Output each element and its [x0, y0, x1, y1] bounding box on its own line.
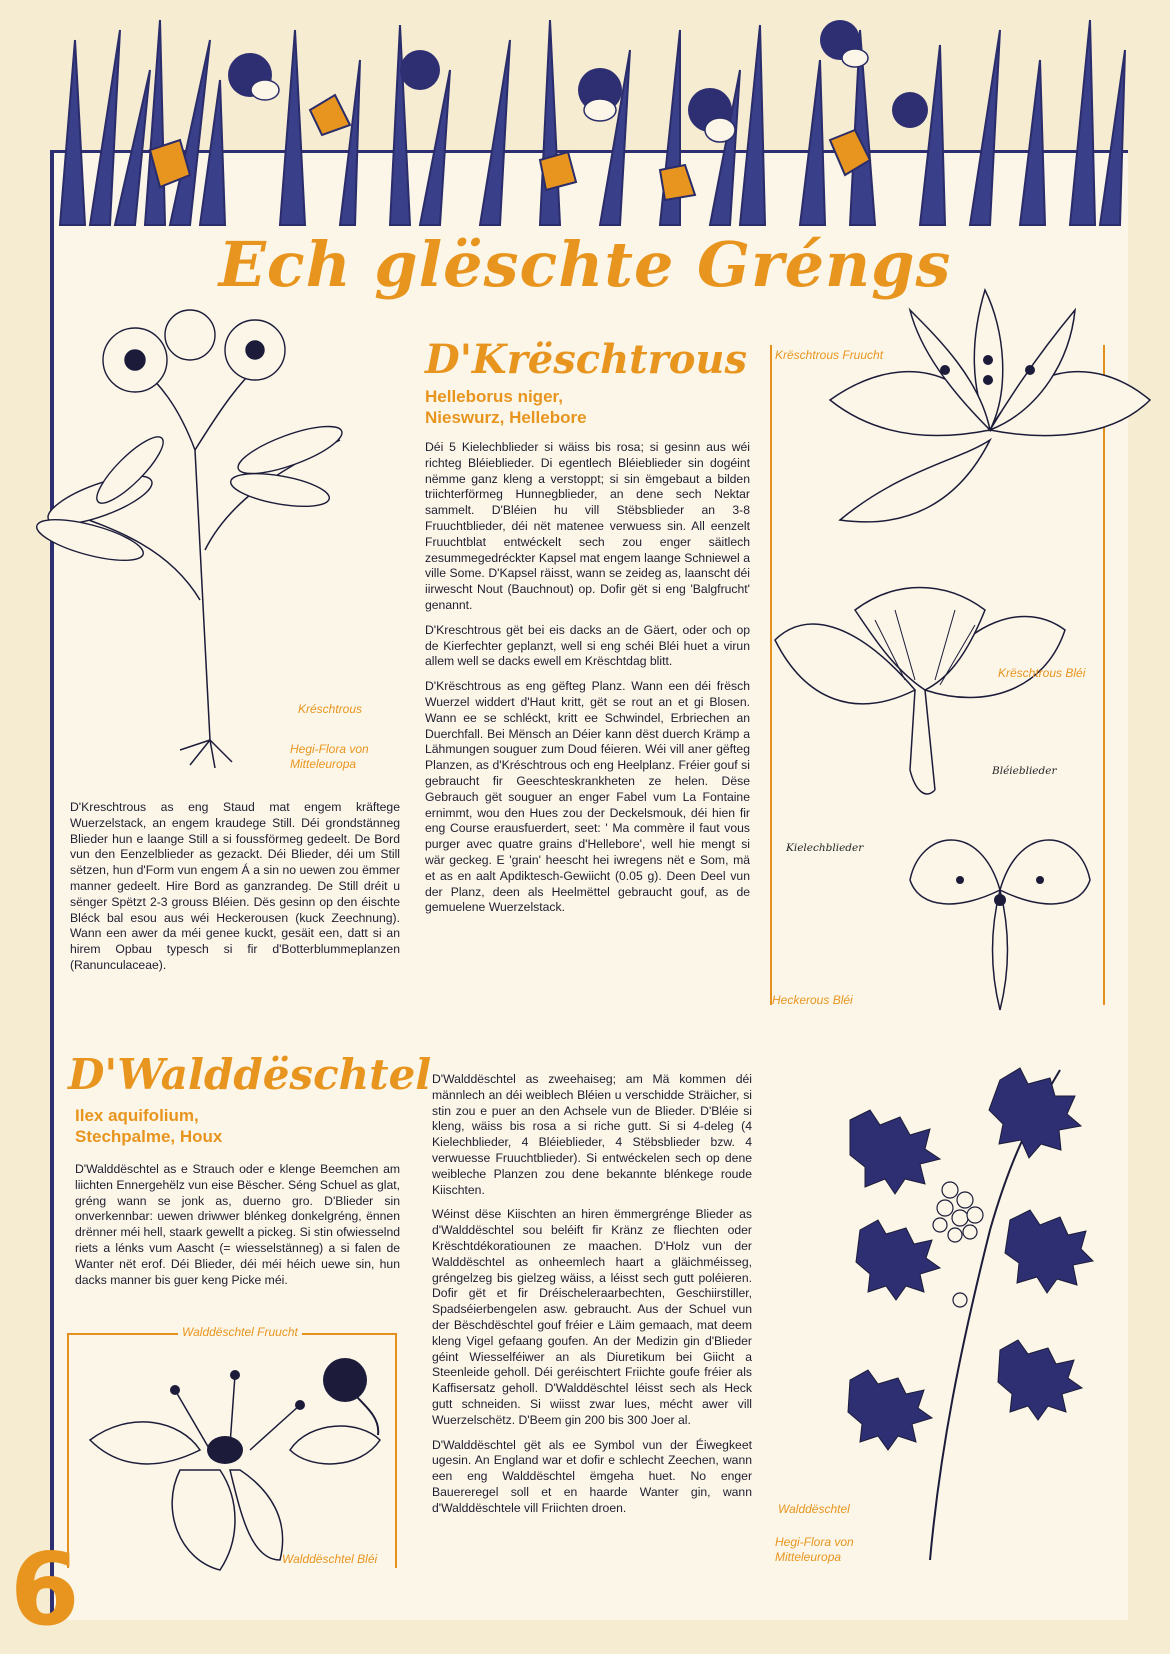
caption-petals: Bléieblieder	[992, 765, 1057, 777]
caption-walddeschtel-fruit: Walddëschtel Fruucht	[178, 1325, 302, 1339]
walddeschtel-latin-line1: Ilex aquifolium,	[75, 1106, 199, 1125]
caption-walddeschtel-bloom: Walddëschtel Bléi	[282, 1552, 378, 1566]
caption-heckerous-bloom: Heckerous Bléi	[772, 993, 853, 1007]
walddeschtel-right-text	[432, 1072, 752, 1526]
kreschtrous-paragraph-3: D'Krëschtrous as eng gëfteg Planz. Wann een déi frësch Wuerzel widdert d'Haut kritt, gët se rout an et gi Blosen. Wann ee se schléckt, kritt ee Schwindel, Erbriechen an Duerchfall. Bei Mënsch an Déier kann dëst duerch Krämp a Lähmungen souguer zum Doud féieren. Wéi vill aner gëfteg Planzen, as d'Kréschtrous och eng Heelplanz. Fréier gouf si gebraucht fir Geeschteskrankheten ze helen. Dëse Gebrauch gët souguer an enger Fabel vum La Fontaine ernimmt, wou den Hues zou der Deckelsmouk, déi hien fir eng Course erausfuerdert, seet: ' Ma commère il faut vous purger avec quatre grains d'Hellebore', well hie mengt si wär geckeg. E 'grain' heescht hei iwregens nët e Som, mä et as en aalt Apdiktesch-Gewiicht (0.05 g). Deen Deel vun der Planz, deen als Heelmëttel gebraucht gouf, as de gemuelene Wuerzelstack.	[425, 679, 750, 915]
kreschtrous-latin-name	[425, 386, 587, 428]
walddeschtel-paragraph-2: Wéinst dëse Kiischten an hiren ëmmergrénge Blieder as d'Walddëschtel sou beléift fir Kränz ze fliechten oder Krëschtdékoratiounen ze maachen. D'Holz vun der Walddëschtel as onheemlech haart a gläichméisseg, gréngelzeg bis gielzeg wäiss, a léisst sech gutt poléieren. Dofir gët et fir Dréischeleraarbechten, Geschiirstiller, Spadséierbengelen asw. gebraucht. Aus der Schuel vun der Bëschdëschtel gouf fréier e Läim gemaach, mat deem kleng Vigel gefaang goufen. An der Medizin gin d'Blieder géint Wiesselféiwer an als Diuretikum bei Giicht a Steenleide geholl. Déi geréischtert Friichte goufe fréier als Kaffisersatz geholl. D'Walddëschtel léisst sech als Heck gutt schneiden. Si wiisst zwar lues, mécht awer vill Wuerzelschëtz. D'Beem gin 200 bis 300 Joer al.	[432, 1207, 752, 1427]
walddeschtel-paragraph-1: D'Walddëschtel as zweehaiseg; am Mä kommen déi männlech an déi weiblech Bléien u verschidde Sträicher, si stin zou e puer an den Achsele vun de Blieder. D'Bléie si kleng, wäiss bis rosa a si riche gutt. Si si 4-deleg (4 Kielechblieder, 4 Bléieblieder, 4 Stëbsblieder bzw. 4 verwuesse Fruuchtblieder). Si entwéckelen sech op dene weibleche Planzen zou dene bekannte blénkege roude Kiischten.	[432, 1072, 752, 1197]
walddeschtel-heading: D'Walddëschtel	[68, 1050, 432, 1099]
caption-kreschtrous-bloom: Krëschtrous Bléi	[998, 666, 1086, 680]
holly-flower-illustration	[80, 1350, 400, 1580]
walddeschtel-latin-name	[75, 1105, 222, 1147]
dog-rose-bloom-illustration	[900, 820, 1100, 1060]
kreschtrous-paragraph-2: D'Kreschtrous gët bei eis dacks an de Gäert, oder och op de Kierfechter geplanzt, well si eng schéi Bléi huet a virun allem well se dacks ewell em Krëschtdag blitt.	[425, 622, 750, 669]
caption-kreschtrous-source: Hegi-Flora von Mitteleuropa	[290, 742, 369, 771]
caption-walddeschtel-source: Hegi-Flora von Mitteleuropa	[775, 1535, 854, 1564]
grass-header-illustration	[40, 0, 1140, 230]
christmas-rose-plant-illustration	[20, 300, 380, 770]
caption-sepals: Kielechblieder	[786, 842, 864, 854]
caption-kreschtrous-plant: Kréschtrous	[298, 702, 363, 716]
holly-branch-illustration	[820, 1050, 1140, 1570]
walddeschtel-latin-line2: Stechpalme, Houx	[75, 1127, 223, 1146]
kreschtrous-left-text: D'Kreschtrous as eng Staud mat engem kräftege Wuerzelstack, an engem kraudege Still. Déi grondstänneg Blieder hun e laange Still a si foussförmeg gedeelt. De Bord vun den Eenzelblieder as gezackt. Déi Blieder, déi um Still sëtzen, hun d'Form vun engem Á a sin no uewen zou ëmmer manner gedeelt. Hire Bord as ganzrandeg. De Still dréit u sënger Spëtzt 2-3 grouss Bléien. Dës gesinn op den éischte Bléck bal esou aus wéi Heckerousen (kuck Zeechnung). Wann een awer da méi genee kuckt, gesäit een, datt si an hirem Opbau typesch si fir d'Botterblummeplanzen (Ranunculaceae).	[70, 800, 400, 972]
christmas-rose-bloom-section-illustration	[765, 580, 1095, 820]
christmas-rose-fruit-illustration	[820, 270, 1160, 550]
kreschtrous-latin-line2: Nieswurz, Hellebore	[425, 408, 587, 427]
page-number: 6	[10, 1531, 80, 1648]
caption-kreschtrous-fruit: Krëschtrous Fruucht	[775, 348, 884, 362]
kreschtrous-paragraph-1: Déi 5 Kielechblieder si wäiss bis rosa; si gesinn aus wéi richteg Bléieblieder. Di egentlech Bléieblieder sin dogéint nëmme ganz kleng a verstoppt; si sin ëmgebaut a bilden triichterförmeg Hunnegblieder, an dene sech Nektar sammelt. D'Bléien hu vill Stëbsblieder an 3-8 Fruuchtblieder, déi nët matenee verwuess sin. All eenzelt Fruuchtblat entwéckelt sech zou enger säitlech zesummegedréckter Kapsel mat engem laange Schniewel a ville Some. D'Kapsel räisst, wann se zeideg as, laanscht déi iirwescht Nout (Bauchnout) op. Dofir gët si eng 'Balgfrucht' genannt.	[425, 440, 750, 612]
page-title: Ech glëschte Gréngs	[218, 228, 952, 301]
kreschtrous-right-text	[425, 440, 750, 925]
kreschtrous-heading: D'Krëschtrous	[425, 336, 748, 383]
caption-walddeschtel-plant: Walddëschtel	[778, 1502, 850, 1516]
walddeschtel-paragraph-3: D'Walddëschtel gët als ee Symbol vun der Éiwegkeet ugesin. An England war et dofir e schlecht Zeechen, wann een eng Walddëschtel ëmgeha huet. No enger Bauereregel soll et en haarde Wanter gin, wann d'Walddëschtele vill Friichten droen.	[432, 1437, 752, 1515]
kreschtrous-latin-line1: Helleborus niger,	[425, 387, 563, 406]
walddeschtel-left-text: D'Walddëschtel as e Strauch oder e klenge Beemchen am liichten Ennergehëlz vun eise Bëscher. Séng Schuel as glat, gréng wann se jonk as, duerno gro. D'Blieder sin onverkennbar: uewen driwwer blénkeg donkelgréng, ënnen drënner méi hell, staark gewellt a pickeg. Si stin ofwiesselnd riets a lénks vum Aascht (= wiesselstänneg) a si falen de Wanter nët erof. Déi Blieder, déi méi héich uewe sin, hun dacks manner bis guer keng Picke méi.	[75, 1162, 400, 1287]
